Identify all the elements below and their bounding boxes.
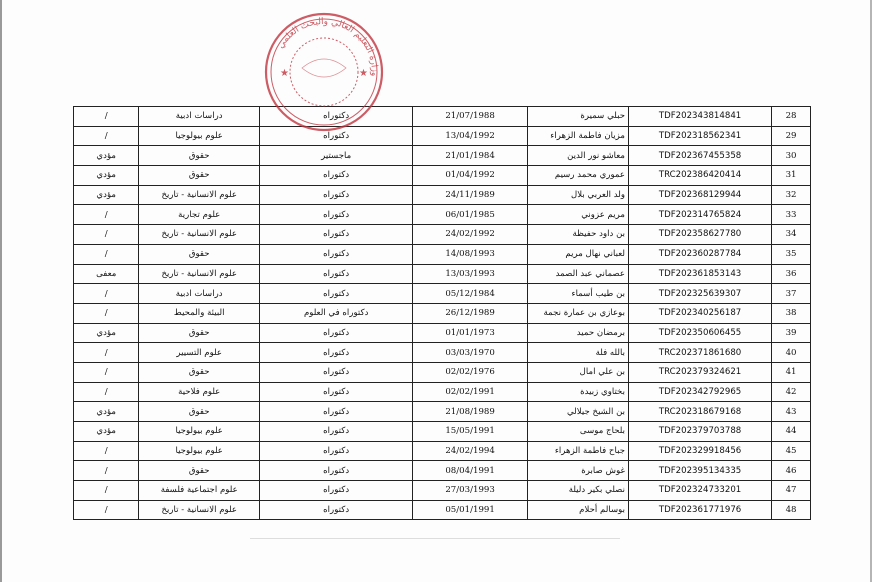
cell-number: 43 (772, 402, 811, 422)
cell-specialty: علوم بيولوجيا (139, 422, 260, 442)
candidates-table (73, 106, 811, 520)
stamp-star-left: ★ (280, 68, 289, 79)
cell-specialty: علوم الانسانية - تاريخ (139, 500, 260, 520)
cell-birthdate: 24/02/1992 (413, 225, 527, 245)
cell-code: TDF202342792965 (629, 382, 772, 402)
cell-code: TDF202340256187 (629, 303, 772, 323)
cell-birthdate: 24/11/1989 (413, 185, 527, 205)
cell-degree: دكتوراه (260, 185, 413, 205)
cell-note: / (74, 303, 139, 323)
cell-degree: دكتوراه (260, 343, 413, 363)
cell-name: غوش صابرة (527, 461, 628, 481)
cell-note: مؤدي (74, 402, 139, 422)
cell-name: برمضان حميد (527, 323, 628, 343)
table-row (74, 264, 811, 284)
cell-birthdate: 02/02/1976 (413, 362, 527, 382)
cell-name: بوسالم أحلام (527, 500, 628, 520)
cell-note: / (74, 362, 139, 382)
cell-specialty: علوم الانسانية - تاريخ (139, 264, 260, 284)
table-row (74, 343, 811, 363)
cell-code: TDF202324733201 (629, 481, 772, 501)
cell-number: 40 (772, 343, 811, 363)
table-row (74, 362, 811, 382)
cell-note: / (74, 481, 139, 501)
cell-degree: دكتوراه (260, 382, 413, 402)
stamp-text: وزارة التعليم العالي والبحث العلمي (275, 16, 380, 77)
official-stamp (262, 10, 386, 134)
cell-name: بن علي امال (527, 362, 628, 382)
cell-number: 46 (772, 461, 811, 481)
cell-degree: دكتوراه (260, 500, 413, 520)
cell-number: 37 (772, 284, 811, 304)
cell-name: بوعازي بن عمارة نجمة (527, 303, 628, 323)
cell-number: 39 (772, 323, 811, 343)
table-row (74, 185, 811, 205)
cell-code: TDF202343814841 (629, 107, 772, 127)
table-row (74, 422, 811, 442)
cell-note: / (74, 500, 139, 520)
table-row (74, 126, 811, 146)
cell-code: TDF202350606455 (629, 323, 772, 343)
cell-birthdate: 24/02/1994 (413, 441, 527, 461)
cell-degree: دكتوراه (260, 422, 413, 442)
cell-degree: دكتوراه (260, 264, 413, 284)
cell-note: / (74, 225, 139, 245)
table-row (74, 382, 811, 402)
cell-number: 35 (772, 244, 811, 264)
cell-specialty: دراسات ادبية (139, 107, 260, 127)
cell-name: بلحاج موسى (527, 422, 628, 442)
cell-code: TRC202386420414 (629, 166, 772, 186)
cell-note: معفى (74, 264, 139, 284)
cell-number: 48 (772, 500, 811, 520)
cell-name: ولد العربي بلال (527, 185, 628, 205)
cell-name: عموري محمد رسيم (527, 166, 628, 186)
cell-specialty: حقوق (139, 402, 260, 422)
cell-note: / (74, 205, 139, 225)
table-row (74, 441, 811, 461)
cell-name: بختاوي زبيدة (527, 382, 628, 402)
cell-specialty: حقوق (139, 244, 260, 264)
cell-code: TRC202371861680 (629, 343, 772, 363)
cell-degree: دكتوراه (260, 402, 413, 422)
cell-number: 42 (772, 382, 811, 402)
cell-note: مؤدي (74, 185, 139, 205)
cell-number: 29 (772, 126, 811, 146)
cell-birthdate: 21/07/1988 (413, 107, 527, 127)
cell-birthdate: 05/01/1991 (413, 500, 527, 520)
table-row (74, 402, 811, 422)
cell-name: بالله فلة (527, 343, 628, 363)
cell-note: / (74, 461, 139, 481)
candidates-table-body (74, 107, 811, 520)
table-row (74, 244, 811, 264)
cell-specialty: حقوق (139, 146, 260, 166)
cell-specialty: علوم التسيير (139, 343, 260, 363)
cell-degree: دكتوراه (260, 225, 413, 245)
cell-name: بن الشيخ جيلالي (527, 402, 628, 422)
cell-note: مؤدي (74, 323, 139, 343)
cell-specialty: دراسات ادبية (139, 284, 260, 304)
cell-specialty: علوم اجتماعية فلسفة (139, 481, 260, 501)
cell-specialty: حقوق (139, 461, 260, 481)
cell-number: 31 (772, 166, 811, 186)
cell-number: 47 (772, 481, 811, 501)
cell-specialty: علوم بيولوجيا (139, 126, 260, 146)
table-row (74, 481, 811, 501)
cell-number: 45 (772, 441, 811, 461)
cell-number: 34 (772, 225, 811, 245)
cell-birthdate: 13/03/1993 (413, 264, 527, 284)
cell-note: / (74, 244, 139, 264)
cell-degree: دكتوراه (260, 481, 413, 501)
cell-birthdate: 05/12/1984 (413, 284, 527, 304)
cell-name: عصماني عبد الصمد (527, 264, 628, 284)
table-row (74, 303, 811, 323)
cell-code: TDF202379703788 (629, 422, 772, 442)
cell-degree: ماجستير (260, 146, 413, 166)
cell-number: 41 (772, 362, 811, 382)
footer-faint-line (250, 538, 620, 539)
cell-specialty: علوم الانسانية - تاريخ (139, 185, 260, 205)
cell-degree: دكتوراه (260, 244, 413, 264)
cell-specialty: علوم الانسانية - تاريخ (139, 225, 260, 245)
cell-birthdate: 27/03/1993 (413, 481, 527, 501)
cell-number: 38 (772, 303, 811, 323)
cell-number: 30 (772, 146, 811, 166)
table-row (74, 500, 811, 520)
cell-code: TDF202325639307 (629, 284, 772, 304)
cell-number: 32 (772, 185, 811, 205)
cell-code: TDF202361853143 (629, 264, 772, 284)
table-row (74, 323, 811, 343)
cell-degree: دكتوراه (260, 461, 413, 481)
cell-degree: دكتوراه (260, 362, 413, 382)
cell-note: مؤدي (74, 422, 139, 442)
cell-degree: دكتوراه في العلوم (260, 303, 413, 323)
cell-note: / (74, 382, 139, 402)
cell-degree: دكتوراه (260, 126, 413, 146)
cell-name: جباح فاطمة الزهراء (527, 441, 628, 461)
table-row (74, 461, 811, 481)
cell-specialty: علوم فلاحية (139, 382, 260, 402)
cell-note: / (74, 284, 139, 304)
cell-degree: دكتوراه (260, 166, 413, 186)
cell-degree: دكتوراه (260, 205, 413, 225)
cell-specialty: البيئة والمحيط (139, 303, 260, 323)
cell-code: TDF202314765824 (629, 205, 772, 225)
cell-specialty: علوم بيولوجيا (139, 441, 260, 461)
cell-birthdate: 06/01/1985 (413, 205, 527, 225)
cell-degree: دكتوراه (260, 284, 413, 304)
cell-degree: دكتوراه (260, 441, 413, 461)
cell-birthdate: 26/12/1989 (413, 303, 527, 323)
cell-birthdate: 13/04/1992 (413, 126, 527, 146)
cell-number: 36 (772, 264, 811, 284)
cell-specialty: حقوق (139, 362, 260, 382)
cell-birthdate: 01/01/1973 (413, 323, 527, 343)
cell-code: TDF202395134335 (629, 461, 772, 481)
page-edge-left (0, 0, 2, 582)
cell-specialty: حقوق (139, 166, 260, 186)
table-row (74, 107, 811, 127)
cell-birthdate: 14/08/1993 (413, 244, 527, 264)
cell-code: TRC202379324621 (629, 362, 772, 382)
table-row (74, 284, 811, 304)
cell-birthdate: 21/08/1989 (413, 402, 527, 422)
cell-birthdate: 15/05/1991 (413, 422, 527, 442)
cell-code: TRC202318679168 (629, 402, 772, 422)
cell-code: TDF202368129944 (629, 185, 772, 205)
cell-note: مؤدي (74, 166, 139, 186)
cell-note: / (74, 343, 139, 363)
cell-number: 33 (772, 205, 811, 225)
cell-degree: دكتوراه (260, 107, 413, 127)
cell-code: TDF202318562341 (629, 126, 772, 146)
cell-degree: دكتوراه (260, 323, 413, 343)
cell-code: TDF202367455358 (629, 146, 772, 166)
cell-number: 44 (772, 422, 811, 442)
stamp-star-right: ★ (359, 68, 368, 79)
table-row (74, 205, 811, 225)
cell-code: TDF202361771976 (629, 500, 772, 520)
cell-code: TDF202358627780 (629, 225, 772, 245)
cell-name: معاشو نور الدين (527, 146, 628, 166)
cell-birthdate: 01/04/1992 (413, 166, 527, 186)
cell-specialty: حقوق (139, 323, 260, 343)
table-row (74, 166, 811, 186)
cell-name: بن داود حفيظة (527, 225, 628, 245)
cell-birthdate: 02/02/1991 (413, 382, 527, 402)
cell-note: / (74, 441, 139, 461)
cell-name: لعباني نهال مريم (527, 244, 628, 264)
cell-code: TDF202360287784 (629, 244, 772, 264)
cell-note: / (74, 107, 139, 127)
cell-name: بن طيب أسماء (527, 284, 628, 304)
cell-specialty: علوم تجارية (139, 205, 260, 225)
cell-name: نصلي بكير دليلة (527, 481, 628, 501)
table-row (74, 146, 811, 166)
cell-name: حبلي سميرة (527, 107, 628, 127)
cell-name: مريم عزوني (527, 205, 628, 225)
cell-birthdate: 08/04/1991 (413, 461, 527, 481)
cell-birthdate: 03/03/1970 (413, 343, 527, 363)
cell-code: TDF202329918456 (629, 441, 772, 461)
cell-birthdate: 21/01/1984 (413, 146, 527, 166)
cell-name: مزيان فاطمة الزهراء (527, 126, 628, 146)
cell-number: 28 (772, 107, 811, 127)
cell-note: / (74, 126, 139, 146)
cell-note: مؤدي (74, 146, 139, 166)
table-row (74, 225, 811, 245)
